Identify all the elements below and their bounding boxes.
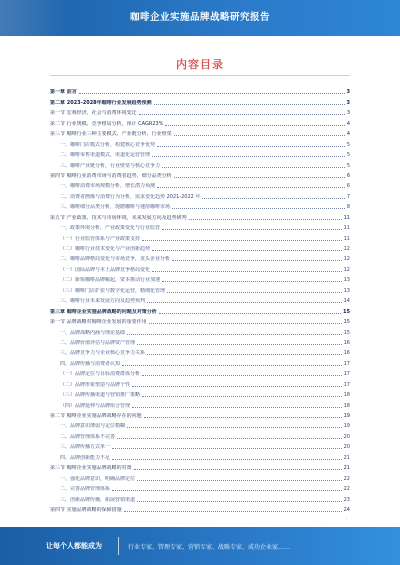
toc-entry[interactable] <box>50 398 350 408</box>
toc-entry[interactable] <box>50 231 350 241</box>
toc-entry[interactable] <box>50 388 350 398</box>
toc-entry[interactable] <box>50 440 350 450</box>
toc-entry[interactable] <box>50 450 350 460</box>
toc-entry[interactable] <box>50 158 350 168</box>
toc-entry-page-number: 15 <box>343 329 350 336</box>
toc-entry-title: 第四节 咖啡行业消费市场与消费者趋势，细分品类分析 <box>50 172 172 179</box>
toc-entry-title: 第四节 实施品牌战略的保障措施 <box>50 506 122 513</box>
toc-entry-title: （二）咖啡行业技术变化与产业创新趋势 <box>60 246 151 252</box>
toc-leader-dots <box>147 354 342 355</box>
toc-entry-page-number: 7 <box>346 193 350 200</box>
toc-leader-dots <box>137 344 342 345</box>
toc-entry[interactable] <box>50 116 350 126</box>
toc-entry-page-number: 3 <box>346 89 350 96</box>
toc-entry-page-number: 22 <box>343 486 350 493</box>
toc-entry-page-number: 4 <box>346 131 350 138</box>
toc-entry[interactable] <box>50 492 350 502</box>
toc-entry-title: 三、品牌竞争力与企业核心竞争力关系 <box>60 350 146 357</box>
toc-entry-page-number: 11 <box>343 214 350 221</box>
toc-leader-dots <box>112 490 342 491</box>
toc-entry[interactable] <box>50 482 350 492</box>
toc-entry-title: 二、品牌价值评估与品牌资产管理 <box>60 339 136 346</box>
toc-entry-title: （一）品牌定位与目标消费群体分析 <box>60 371 141 378</box>
toc-entry[interactable] <box>50 429 350 439</box>
toc-leader-dots <box>127 427 342 428</box>
toc-leader-dots <box>139 114 345 115</box>
toc-entry-page-number: 11 <box>343 235 350 242</box>
toc-leader-dots <box>112 448 342 449</box>
toc-entry-title: 第二章 2023-2028年咖啡行业发展趋势预测 <box>50 99 152 106</box>
toc-entry-page-number: 20 <box>343 433 350 440</box>
toc-entry-page-number: 16 <box>343 350 350 357</box>
toc-leader-dots <box>132 407 342 408</box>
toc-entry-page-number: 11 <box>343 225 350 232</box>
toc-entry[interactable] <box>50 367 350 377</box>
toc-leader-dots <box>165 125 344 126</box>
toc-leader-dots <box>79 93 345 94</box>
toc-entry[interactable] <box>50 137 350 147</box>
toc-leader-dots <box>134 469 342 470</box>
toc-entry[interactable] <box>50 471 350 481</box>
toc-entry-title: （二）品牌形象塑造与品牌个性 <box>60 381 131 388</box>
toc-entry-page-number: 21 <box>343 465 350 472</box>
toc-entry-title: （一）行业监管体系与产业政策支持 <box>60 235 141 242</box>
toc-entry-page-number: 18 <box>343 402 350 409</box>
toc-leader-dots <box>142 375 342 376</box>
toc-leader-dots <box>137 480 342 481</box>
toc-entry-title: 一、咖啡消费市场规模分析，增长潜力预测 <box>60 183 156 190</box>
toc-entry-title: 第二节 咖啡企业实施品牌战略存在的问题 <box>50 413 142 419</box>
toc-entry-page-number: 3 <box>346 110 350 117</box>
toc-leader-dots <box>144 417 342 418</box>
toc-entry-title: 第三章 咖啡企业实施品牌战略的问题及对策分析 <box>50 308 157 315</box>
toc-entry-page-number: 5 <box>346 162 350 169</box>
toc-leader-dots <box>127 334 342 335</box>
toc-entry[interactable] <box>50 262 350 272</box>
toc-entry-title: 第三节 咖啡企业实施品牌战略的对策 <box>50 465 132 472</box>
toc-entry-page-number: 6 <box>346 172 350 179</box>
toc-entry-title: 三、咖啡行业未来发展方向及趋势预判 <box>60 298 146 305</box>
page-marker: · <box>346 516 348 521</box>
footer-slogan: 让每个人都能成为 <box>46 542 102 550</box>
toc-entry-page-number: 5 <box>346 141 350 148</box>
toc-entry-title: 二、完善品牌管理体系 <box>60 486 111 493</box>
toc-entry-title: 一、咖啡门店模式分析，构建核心竞争优势 <box>60 141 156 148</box>
toc-entry[interactable] <box>50 325 350 335</box>
toc-entry[interactable] <box>50 346 350 356</box>
toc-entry[interactable] <box>50 221 350 231</box>
toc-entry[interactable] <box>50 252 350 262</box>
toc-leader-dots <box>132 386 342 387</box>
toc-leader-dots <box>172 208 345 209</box>
toc-leader-dots <box>172 260 342 261</box>
toc-entry[interactable] <box>50 200 350 210</box>
toc-entry-page-number: 17 <box>343 360 350 367</box>
toc-entry-page-number: 12 <box>343 266 350 273</box>
toc-entry[interactable] <box>50 242 350 252</box>
toc-entry-page-number: 15 <box>343 319 350 326</box>
toc-entry-page-number: 17 <box>343 381 350 388</box>
toc-leader-dots <box>157 146 345 147</box>
toc-entry[interactable] <box>50 273 350 283</box>
toc-entry-page-number: 13 <box>343 277 350 284</box>
toc-entry-title: （三）品牌传播渠道与营销推广策略 <box>60 392 141 399</box>
toc-entry-title: （二）新锐咖啡品牌崛起，资本推动行业加速 <box>60 277 161 284</box>
toc-leader-dots <box>174 135 345 136</box>
toc-entry[interactable] <box>50 419 350 429</box>
toc-entry-page-number: 20 <box>343 444 350 451</box>
toc-leader-dots <box>157 187 345 188</box>
toc-entry-title: 第一节 宏观经济、社会与消费环境变迁 <box>50 110 137 117</box>
toc-entry[interactable] <box>50 304 350 314</box>
toc-entry[interactable] <box>50 283 350 293</box>
toc-entry-title: 四、品牌创新能力不足 <box>60 454 111 461</box>
toc-entry-title: 三、创新品牌传播，拓展营销渠道 <box>60 496 136 503</box>
toc-entry-page-number: 8 <box>346 204 350 211</box>
toc-entry-title: 第一节 品牌战略对咖啡企业发展的重要作用 <box>50 319 147 326</box>
toc-entry-title: 四、品牌传播与消费者认知 <box>60 360 121 367</box>
toc-leader-dots <box>117 438 342 439</box>
toc-entry-page-number: 15 <box>343 308 350 315</box>
toc-entry[interactable] <box>50 148 350 158</box>
toc-entry-page-number: 24 <box>343 506 350 513</box>
toc-entry[interactable] <box>50 377 350 387</box>
toc-leader-dots <box>162 281 342 282</box>
toc-entry-title: 三、咖啡产业链分析，行业壁垒与核心竞争力 <box>60 162 161 169</box>
toc-leader-dots <box>167 292 342 293</box>
toc-entry[interactable] <box>50 315 350 325</box>
toc-entry-page-number: 13 <box>343 287 350 294</box>
footer-tagline: 行业专家、管理专家、营销专家、战略专家、成功企业家…… <box>128 544 291 551</box>
toc-entry-title: 二、消费者画像与消费行为分析，需求变化趋势 2021-2022 年 <box>60 193 201 200</box>
heading-divider <box>50 75 350 76</box>
toc-entry-page-number: 18 <box>343 392 350 399</box>
toc-entry-page-number: 21 <box>343 454 350 461</box>
toc-entry-page-number: 16 <box>343 339 350 346</box>
toc-leader-dots <box>124 511 342 512</box>
toc-leader-dots <box>112 459 342 460</box>
toc-leader-dots <box>147 302 342 303</box>
toc-leader-dots <box>162 167 345 168</box>
toc-entry-page-number: 17 <box>343 371 350 378</box>
toc-entry-title: 二、咖啡零售渠道模式，渠道化运营管理 <box>60 152 151 159</box>
toc-entry[interactable] <box>50 189 350 199</box>
toc-entry[interactable] <box>50 461 350 471</box>
toc-leader-dots <box>122 365 342 366</box>
toc-entry-title: 第五节 产业政策、技术与市场环境，未来发展方向及趋势研判 <box>50 214 187 221</box>
toc-leader-dots <box>159 313 341 314</box>
toc-entry-page-number: 19 <box>343 413 350 419</box>
toc-leader-dots <box>142 396 342 397</box>
toc-leader-dots <box>152 156 345 157</box>
toc-entry[interactable] <box>50 179 350 189</box>
toc-entry-page-number: 6 <box>346 183 350 190</box>
toc-leader-dots <box>137 501 342 502</box>
toc-entry-page-number: 23 <box>343 496 350 503</box>
toc-entry-title: 第一章 前言 <box>50 89 77 96</box>
toc-entry-page-number: 22 <box>343 475 350 482</box>
toc-entry-title: 第二节 行业规模、竞争格局分析，预计 CAGR23% <box>50 120 164 127</box>
toc-leader-dots <box>174 177 345 178</box>
toc-entry[interactable] <box>50 356 350 366</box>
toc-entry[interactable] <box>50 294 350 304</box>
toc-entry-title: 二、咖啡品牌格局变化与市场竞争，龙头企业分析 <box>60 256 171 263</box>
toc-heading: 内容目录 <box>176 58 224 71</box>
toc-entry-page-number: 19 <box>343 423 350 430</box>
toc-leader-dots <box>152 271 342 272</box>
toc-leader-dots <box>152 250 342 251</box>
toc-entry-page-number: 14 <box>343 298 350 305</box>
toc-entry[interactable] <box>50 85 350 95</box>
table-of-contents <box>50 85 350 513</box>
toc-entry-title: 一、品牌意识薄弱与定位模糊 <box>60 423 126 430</box>
toc-entry[interactable] <box>50 95 350 105</box>
toc-entry-title: 三、品牌传播方式单一 <box>60 444 111 451</box>
toc-entry[interactable] <box>50 210 350 220</box>
toc-entry[interactable] <box>50 127 350 137</box>
toc-leader-dots <box>202 198 344 199</box>
toc-leader-dots <box>154 104 345 105</box>
toc-entry[interactable] <box>50 106 350 116</box>
toc-entry-page-number: 12 <box>343 246 350 252</box>
toc-entry[interactable] <box>50 336 350 346</box>
toc-entry[interactable] <box>50 409 350 419</box>
toc-entry-title: 一、政策环境分析，产业政策变化与行业监管 <box>60 225 161 232</box>
toc-entry-title: 一、强化品牌意识，明确品牌定位 <box>60 475 136 482</box>
toc-leader-dots <box>189 219 342 220</box>
toc-leader-dots <box>149 323 342 324</box>
toc-entry[interactable] <box>50 503 350 513</box>
toc-entry-title: （三）咖啡门店扩张与数字化运营，精细化管理 <box>60 287 166 294</box>
toc-entry-page-number: 5 <box>346 152 350 159</box>
toc-entry-page-number: 3 <box>346 99 350 106</box>
toc-entry-title: （一）国际品牌与本土品牌竞争格局变化 <box>60 266 151 273</box>
toc-entry-page-number: 4 <box>346 120 350 127</box>
toc-entry-title: 三、咖啡细分品类分析，现磨咖啡与速溶咖啡市场 <box>60 204 171 211</box>
toc-leader-dots <box>142 240 342 241</box>
toc-entry[interactable] <box>50 169 350 179</box>
report-title: 咖啡企业实施品牌战略研究报告 <box>129 12 270 23</box>
toc-entry-page-number: 12 <box>343 256 350 263</box>
toc-entry-title: 二、品牌管理体系不完善 <box>60 433 116 440</box>
toc-leader-dots <box>162 229 342 230</box>
toc-entry-title: （四）品牌延伸与品牌组合管理 <box>60 402 131 409</box>
toc-entry-title: 一、品牌战略内涵与理论基础 <box>60 329 126 336</box>
toc-entry-title: 第三节 咖啡行业三种主要模式、产业链分析、行业壁垒 <box>50 131 172 138</box>
footer-separator <box>118 537 119 555</box>
